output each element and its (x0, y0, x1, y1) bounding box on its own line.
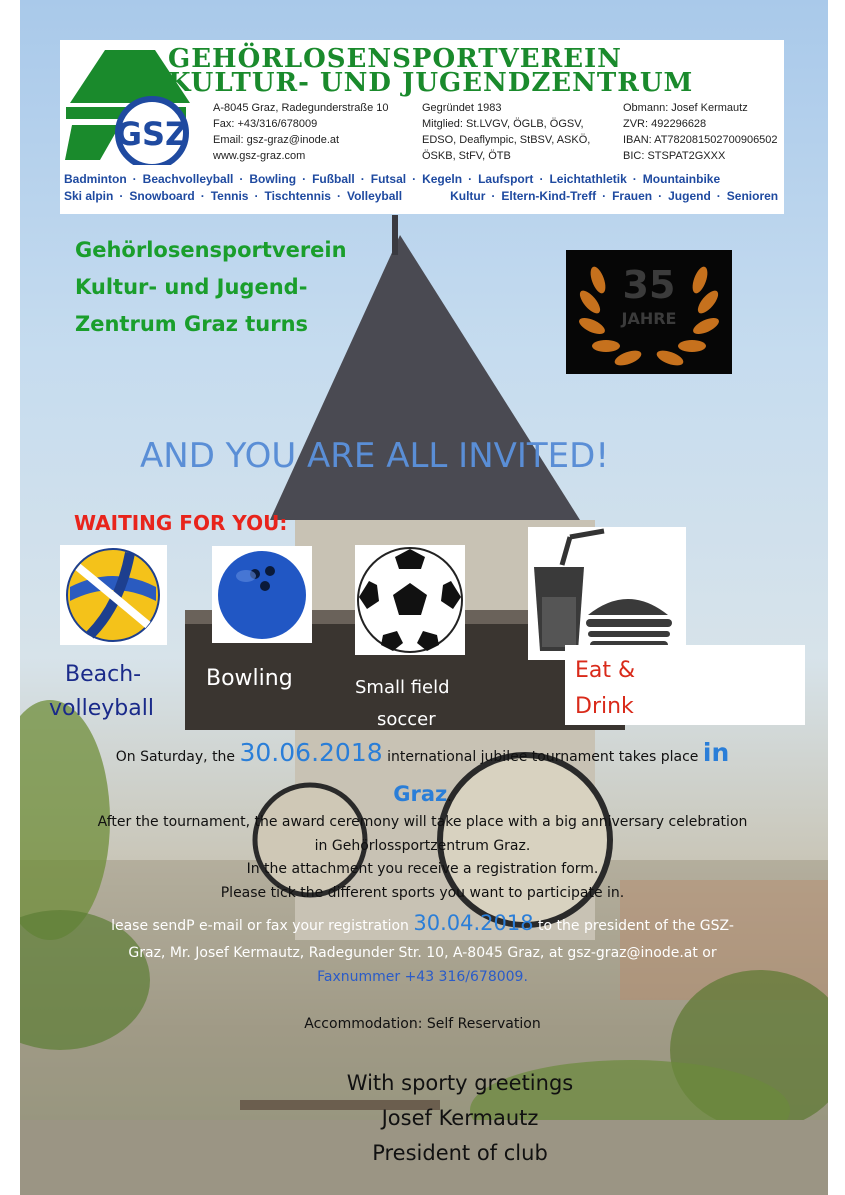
club-name-title: GEHÖRLOSENSPORTVEREIN (168, 44, 622, 74)
body-line-6: Please tick the different sports you want to participate in. (220, 885, 625, 901)
sport-item: Kultur (450, 189, 486, 203)
address-line: Graz, Mr. Josef Kermautz, Radegunder Str. 10, A-8045 Graz, at gsz-graz@inode.at or (128, 945, 717, 961)
sport-item: Frauen (612, 189, 653, 203)
text-run: lease sendP e-mail or fax your registration (111, 918, 414, 934)
badge-word: JAHRE (621, 309, 677, 328)
label-line: volleyball (49, 696, 154, 721)
iban-line: IBAN: AT782081502700906502 (623, 134, 778, 146)
signatory-role: President of club (372, 1141, 548, 1165)
activity-label-bowling: Bowling (206, 666, 293, 691)
event-date: 30.06.2018 (239, 738, 383, 767)
fax-line: Fax: +43/316/678009 (213, 118, 318, 130)
laurel-wreath-icon (566, 250, 732, 374)
label-line: soccer (377, 709, 436, 730)
founded-line: Gegründet 1983 (422, 102, 502, 114)
text-run: international jubilee tournament takes place (382, 749, 703, 765)
sport-item: Futsal (370, 172, 407, 186)
accommodation-line: Accommodation: Self Reservation (304, 1016, 541, 1032)
sport-item: Volleyball (346, 189, 403, 203)
sport-item: Jugend (668, 189, 711, 203)
sport-item: Snowboard (129, 189, 195, 203)
soccer-ball-icon (355, 545, 465, 655)
letterhead (60, 40, 784, 214)
member-line: Mitglied: St.LVGV, ÖGLB, ÖGSV, (422, 118, 584, 130)
invitation-headline: AND YOU ARE ALL INVITED! (140, 436, 609, 476)
bank-block (623, 100, 778, 164)
sport-item: Ski alpin (64, 189, 114, 203)
label-line: Drink (575, 694, 634, 719)
date-line (0, 738, 845, 767)
member-line: EDSO, Deaflympic, StBSV, ASKÖ, (422, 134, 591, 146)
bic-line: BIC: STSPAT2GXXX (623, 150, 726, 162)
deadline-date: 30.04.2018 (413, 911, 534, 935)
svg-text:GSZ: GSZ (115, 115, 189, 153)
sport-item: Fußball (312, 172, 355, 186)
sport-item: Tischtennis (264, 189, 331, 203)
anniversary-heading-line2: Kultur- und Jugend- (75, 275, 308, 299)
club-subtitle: KULTUR- UND JUGENDZENTRUM (168, 68, 694, 98)
activity-label-food (575, 653, 635, 725)
fax-line: Faxnummer +43 316/678009. (317, 969, 528, 985)
email-line: Email: gsz-graz@inode.at (213, 134, 340, 146)
waiting-heading: WAITING FOR YOU: (74, 511, 288, 535)
zvr-line: ZVR: 492296628 (623, 118, 707, 130)
address-line: A-8045 Graz, Radegunderstraße 10 (213, 102, 389, 114)
membership-block (422, 100, 590, 164)
body-line-3: After the tournament, the award ceremony will take place with a big anniversary celebration (97, 814, 748, 830)
sport-item: Mountainbike (642, 172, 721, 186)
text-run: . (447, 789, 452, 805)
badge-number: 35 (622, 263, 676, 307)
chairman-line: Obmann: Josef Kermautz (623, 102, 748, 114)
sport-item: Kegeln (422, 172, 463, 186)
activity-label-volleyball (49, 658, 154, 726)
anniversary-heading-line1: Gehörlosensportverein (75, 238, 347, 262)
volleyball-icon (60, 545, 167, 645)
label-line: Small field (355, 677, 450, 698)
text-run: On Saturday, the (115, 749, 240, 765)
sport-item: Bowling (249, 172, 297, 186)
address-block (213, 100, 389, 164)
member-line: ÖSKB, StFV, ÖTB (422, 150, 511, 162)
body-line-5: In the attachment you receive a registration form. (246, 861, 599, 877)
text-run: in (702, 738, 730, 767)
sports-list-1: Badminton · Beachvolleyball · Bowling · Fußball · Futsal · Kegeln · Laufsport · Leichtathletik · Mountainbike (64, 172, 721, 186)
sport-item: Senioren (726, 189, 779, 203)
website-line: www.gsz-graz.com (213, 150, 306, 162)
sport-item: Badminton (64, 172, 127, 186)
sport-item: Leichtathletik (549, 172, 627, 186)
sport-item: Laufsport (478, 172, 534, 186)
activity-label-food-box (565, 645, 805, 725)
anniversary-heading-line3: Zentrum Graz turns (75, 312, 309, 336)
text-run: to the president of the GSZ- (533, 918, 734, 934)
bowling-ball-icon (212, 546, 312, 643)
activity-label-soccer (355, 672, 450, 736)
closing-greeting: With sporty greetings (346, 1071, 574, 1095)
label-line: Beach- (65, 662, 142, 687)
label-line: Eat & (575, 658, 636, 683)
city-line (0, 782, 845, 806)
signatory-name: Josef Kermautz (381, 1106, 539, 1130)
food-drink-icon (528, 527, 686, 660)
event-city: Graz (393, 782, 448, 806)
sport-item: Tennis (210, 189, 249, 203)
sport-item: Eltern-Kind-Treff (501, 189, 597, 203)
registration-line (0, 911, 845, 935)
body-line-4: in Gehörlossportzentrum Graz. (314, 838, 531, 854)
sports-list-2: Ski alpin · Snowboard · Tennis · Tischtennis · Volleyball Kultur · Eltern-Kind-Treff · Frauen · Jugend · Senioren (64, 189, 779, 203)
anniversary-badge (566, 250, 732, 374)
sport-item: Beachvolleyball (142, 172, 234, 186)
